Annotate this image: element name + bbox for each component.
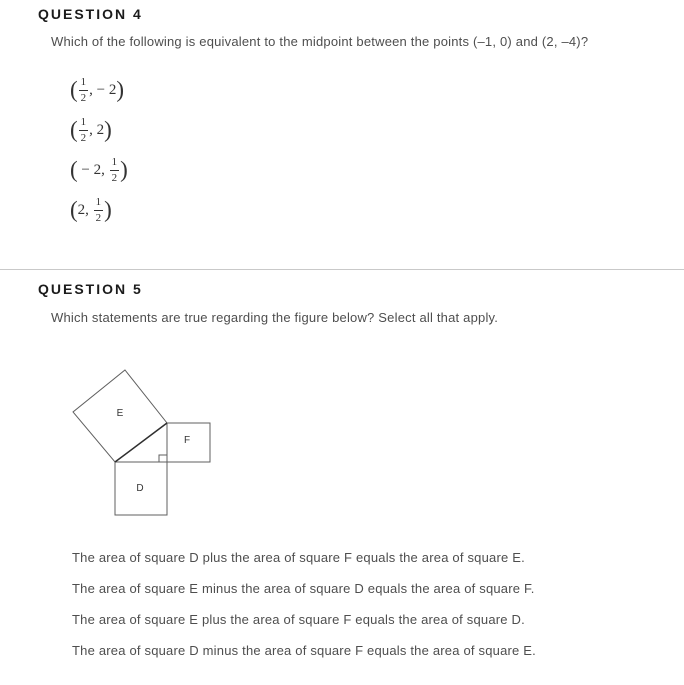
math-text: , − 2: [89, 82, 117, 98]
math-text: 2,: [77, 202, 93, 218]
math-text: − 2,: [77, 162, 109, 178]
square-e-label: E: [116, 408, 124, 419]
square-f-label: F: [183, 435, 191, 446]
question-5-prompt: Which statements are true regarding the figure below? Select all that apply.: [51, 310, 499, 325]
statement-option-2[interactable]: The area of square E minus the area of square D equals the area of square F.: [72, 581, 535, 596]
question-4-heading: QUESTION 4: [38, 6, 143, 22]
question-5-heading: QUESTION 5: [38, 281, 143, 297]
statement-option-3[interactable]: The area of square E plus the area of square F equals the area of square D.: [72, 612, 525, 627]
right-angle-marker: [159, 455, 167, 462]
fraction: $\frac{1}{2}$: [80, 115, 87, 144]
math-paren: (: [70, 197, 78, 222]
math-paren: ): [104, 117, 112, 142]
question-divider: [0, 269, 684, 270]
square-d-label: D: [136, 483, 144, 494]
question-4-prompt: Which of the following is equivalent to the midpoint between the points (–1, 0) and (2, –4)?: [51, 34, 589, 49]
math-paren: (: [70, 157, 78, 182]
fraction: $\frac{1}{2}$: [111, 155, 118, 184]
answer-option-4[interactable]: [70, 197, 128, 223]
question-4-section: [38, 6, 143, 22]
math-paren: ): [116, 77, 125, 102]
answer-option-2[interactable]: [70, 117, 128, 143]
math-paren: (: [70, 77, 78, 102]
answer-option-3[interactable]: [70, 157, 128, 183]
answer-option-1[interactable]: [70, 77, 128, 103]
math-paren: ): [104, 197, 112, 222]
math-paren: (: [70, 117, 78, 142]
fraction: $\frac{1}{2}$: [80, 75, 87, 104]
question-4-options: [70, 77, 128, 237]
figure-svg: [65, 360, 215, 522]
math-text: , 2: [89, 122, 105, 138]
pythagorean-figure: [65, 360, 215, 527]
statement-option-4[interactable]: The area of square D minus the area of square F equals the area of square E.: [72, 643, 536, 658]
question-5-statements: [72, 551, 536, 675]
fraction: $\frac{1}{2}$: [95, 195, 102, 224]
statement-option-1[interactable]: The area of square D plus the area of square F equals the area of square E.: [72, 550, 525, 565]
math-paren: ): [120, 157, 128, 182]
